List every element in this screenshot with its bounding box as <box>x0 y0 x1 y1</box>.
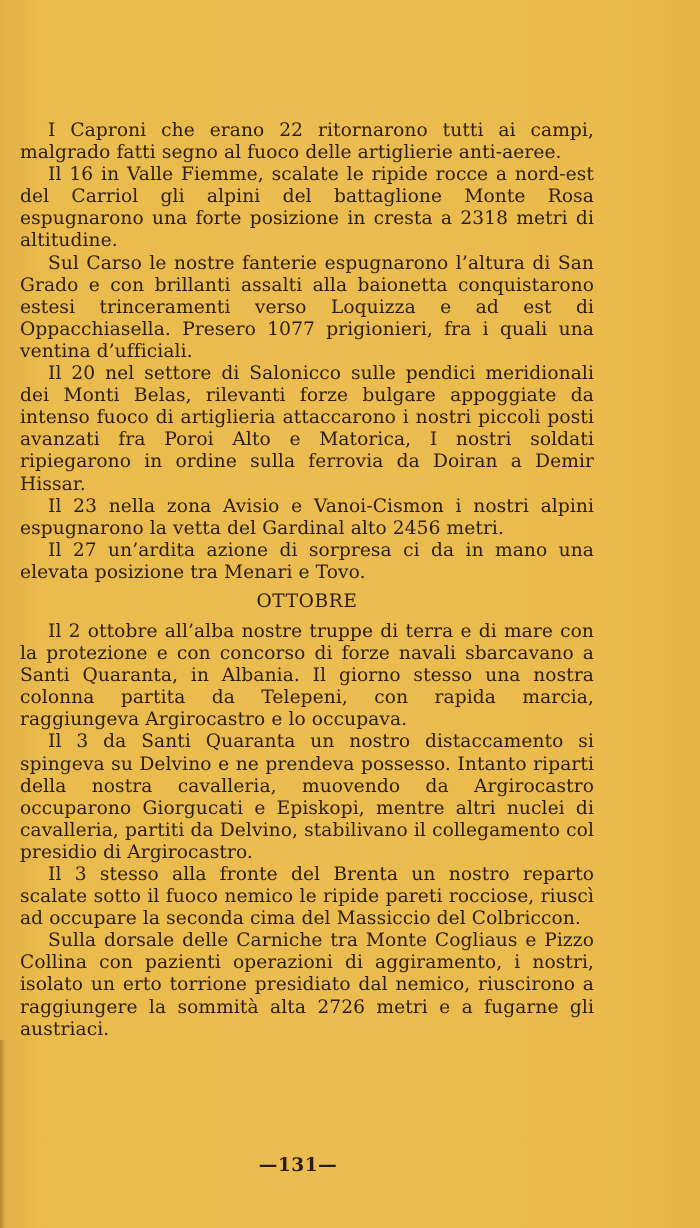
body-text <box>20 120 594 1041</box>
paragraph: I Caproni che erano 22 ritornarono tutti ai campi, malgrado fatti segno al fuoco delle artiglierie anti-aeree. <box>20 120 594 164</box>
paragraph: Sulla dorsale delle Carniche tra Monte Cogliaus e Pizzo Collina con pazienti operazioni di aggiramento, i nostri, isolato un erto torrione presidiato dal nemico, riuscirono a raggiungere la sommità alta 2726 metri e a fugarne gli austriaci. <box>20 930 594 1040</box>
paragraph: Il 2 ottobre all’alba nostre truppe di terra e di mare con la protezione e con concorso di forze navali sbarcavano a Santi Quaranta, in Albania. Il giorno stesso una nostra colonna partita da Telepeni, con rapida marcia, raggiungeva Argirocastro e lo occupava. <box>20 620 594 731</box>
paragraph: Il 27 un’ardita azione di sorpresa ci da in mano una elevata posizione tra Menari e Tovo. <box>20 539 594 583</box>
page-edge-shadow <box>0 1040 6 1228</box>
page-number: —131— <box>258 1155 338 1176</box>
paragraph: Il 16 in Valle Fiemme, scalate le ripide rocce a nord-est del Carriol gli alpini del battaglione Monte Rosa espugnarono una forte posizione in cresta a 2318 metri di altitudine. <box>20 164 594 252</box>
paragraph: Il 3 stesso alla fronte del Brenta un nostro reparto scalate sotto il fuoco nemico le ripide pareti rocciose, riuscì ad occupare la seconda cima del Massiccio del Colbriccon. <box>20 864 594 930</box>
paragraph: Il 20 nel settore di Salonicco sulle pendici meridionali dei Monti Belas, rilevanti forze bulgare appoggiate da intenso fuoco di artiglieria attaccarono i nostri piccoli posti avanzati fra Poroi Alto e Matorica, I nostri soldati ripiegarono in ordine sulla ferrovia da Doiran a Demir Hissar. <box>20 363 594 495</box>
paragraph: Il 3 da Santi Quaranta un nostro distaccamento si spingeva su Delvino e ne prendeva possesso. Intanto riparti della nostra cavalleria, muovendo da Argirocastro occuparono Giorgucati e Episkopi, mentre altri nuclei di cavalleria, partiti da Delvino, stabilivano il collegamento col presidio di Argirocastro. <box>20 731 594 863</box>
section-heading: OTTOBRE <box>256 590 358 612</box>
paragraph: Sul Carso le nostre fanterie espugnarono l’altura di San Grado e con brillanti assalti alla baionetta conquistarono estesi trinceramenti verso Loquizza e ad est di Oppacchiasella. Presero 1077 prigionieri, fra i quali una ventina d’ufficiali. <box>20 252 594 362</box>
paragraph: Il 23 nella zona Avisio e Vanoi-Cismon i nostri alpini espugnarono la vetta del Gardinal alto 2456 metri. <box>20 495 594 539</box>
